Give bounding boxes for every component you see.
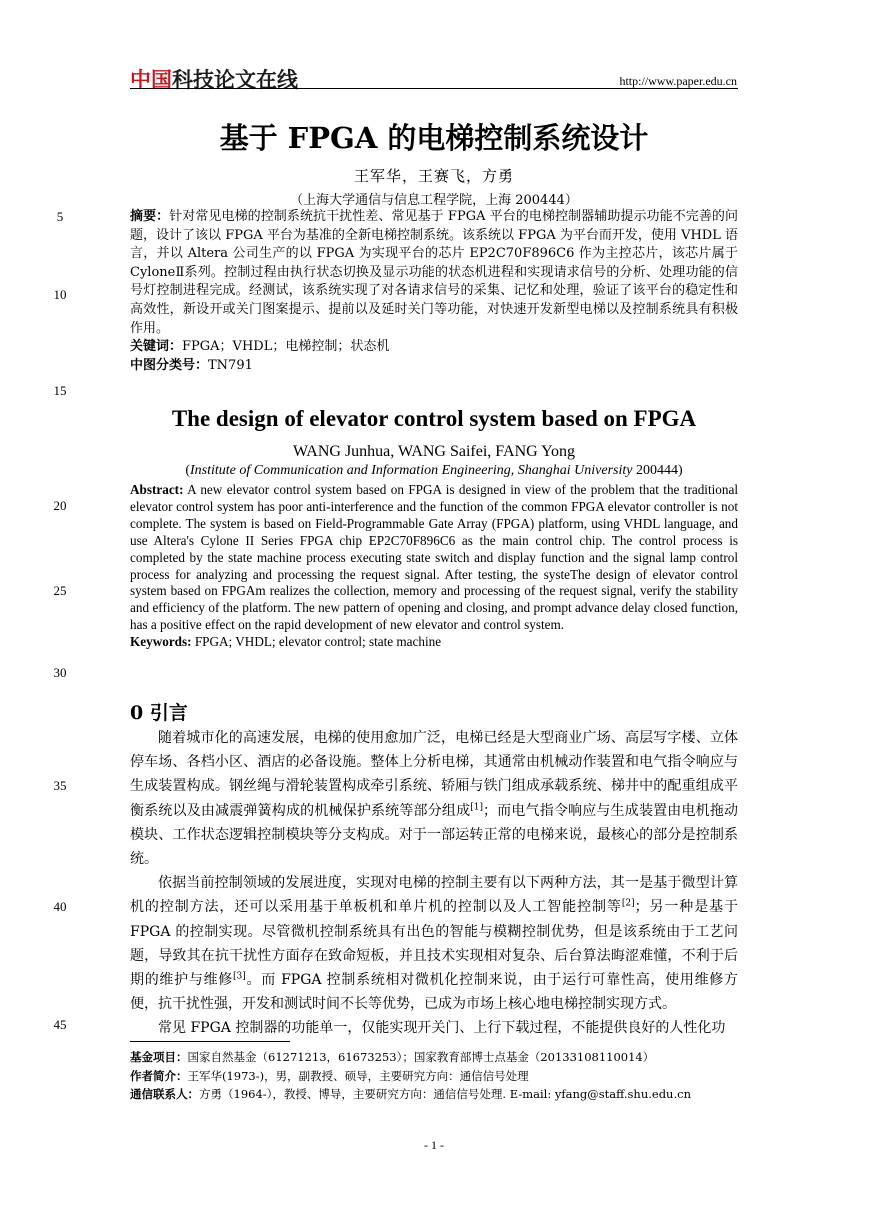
header-rule xyxy=(130,88,738,89)
logo-red-text: 中国 xyxy=(130,68,172,92)
footnote-contact xyxy=(130,1085,750,1104)
line-number: 15 xyxy=(53,383,67,398)
classification-cn xyxy=(130,357,738,376)
paper-title-en: The design of elevator control system based on FPGA xyxy=(171,406,697,431)
p2-text-a: 依据当前控制领域的发展进度，实现对电梯的控制主要有以下两种方法，其一是基于微型计算机的控制方法，还可以采用基于单板机和单片机的控制以及人工智能控制等 xyxy=(130,875,738,916)
footnote-fund xyxy=(130,1048,750,1067)
line-number: 25 xyxy=(53,583,67,598)
abstract-cn-label: 摘要： xyxy=(130,209,170,224)
affiliation-cn: （上海大学通信与信息工程学院，上海 200444） xyxy=(290,193,578,208)
footnotes xyxy=(130,1048,750,1104)
line-number: 35 xyxy=(53,778,67,793)
author-label: 作者简介： xyxy=(130,1068,188,1083)
authors-cn: 王军华，王赛飞，方勇 xyxy=(353,167,514,185)
affil-institute: Institute of Communication and Information Engineering, Shanghai University xyxy=(189,463,633,478)
classification-cn-text: TN791 xyxy=(208,357,253,373)
line-number: 30 xyxy=(53,665,67,680)
abstract-en-block xyxy=(130,482,738,651)
journal-logo xyxy=(130,64,298,94)
page-number: - 1 - xyxy=(424,1138,444,1152)
p1-text-a: 随着城市化的高速发展，电梯的使用愈加广泛，电梯已经是大型商业广场、高层写字楼、立体停车场、各档小区、酒店的必备设施。整体上分析电梯，其通常由机械动作装置和电气指令响应与生成装置构成。钢丝绳与滑轮装置构成牵引系统、轿厢与铁门组成承载系统、梯井中的配重组成平衡系统以及由减震弹簧构成的机械保护系统等部分组成 xyxy=(130,730,738,819)
p1-text-b: ；而电气指令响应与生成装置由电机拖动模块、工作状态逻辑控制模块等分支构成。对于一部运转正常的电梯来说，最核心的部分是控制系统。 xyxy=(130,802,739,868)
line-number: 20 xyxy=(53,498,67,513)
line-number: 10 xyxy=(53,287,67,302)
abstract-cn-block xyxy=(130,208,738,375)
body-text xyxy=(130,726,738,1041)
footnote-author xyxy=(130,1067,750,1086)
keywords-en-label: Keywords: xyxy=(130,634,192,650)
fund-text: 国家自然基金（61271213，61673253）；国家教育部博士点基金（20133108110014） xyxy=(187,1050,655,1064)
contact-label: 通信联系人： xyxy=(130,1087,199,1102)
body-paragraph-3: 常见 FPGA 控制器的功能单一，仅能实现开关门、上行下载过程，不能提供良好的人性化功 xyxy=(158,1020,726,1037)
keywords-cn xyxy=(130,338,738,357)
logo-text: 科技论文在线 xyxy=(172,68,298,92)
classification-cn-label: 中图分类号： xyxy=(130,357,209,373)
contact-text: 方勇（1964-），教授、博导，主要研究方向：通信信号处理. E-mail: yfang@staff.shu.edu.cn xyxy=(199,1087,691,1102)
citation-3[interactable]: [3] xyxy=(233,971,246,982)
abstract-en xyxy=(130,482,738,634)
abstract-cn-text: 针对常见电梯的控制系统抗干扰性差、常见基于 FPGA 平台的电梯控制器辅助提示功能不完善的问题，设计了该以 FPGA 平台为基准的全新电梯控制系统。该系统以 FPGA 为平台而开发，使用 VHDL 语言，并以 Altera 公司生产的以 FPGA 为实现平台的芯片 EP2C70F896C6 作为主控芯片，该芯片属于 CyloneⅡ系列。控制过程由执行状态切换及显示功能的状态机进程和实现请求信号的分析、处理功能的信号灯控制进程完成。经测试，该系统实现了对各请求信号的采集、记忆和处理，验证了该平台的稳定性和高效性，新设开或关门图案提示、提前以及延时关门等功能，对快速开发新型电梯以及控制系统具有积极作用。 xyxy=(130,209,738,336)
keywords-cn-label: 关键词： xyxy=(130,339,183,355)
abstract-en-text: A new elevator control system based on FPGA is designed in view of the problem that the traditional elevator control system has poor anti-interference and the function of the common FPGA elevator controller is not complete. The system is based on Field-Programmable Gate Array (FPGA) platform, using VHDL language, and use Altera's Cylone II Series FPGA chip EP2C70F896C6 as the main control chip. The control process is completed by the state machine process executing state switch and display function and the signal lamp control process for analyzing and processing the request signal. After testing, the systeThe design of elevator control system based on FPGAm realizes the collection, memory and processing of the request signal, verify the stability and efficiency of the platform. The new pattern of opening and closing, and prompt advance delay closed function, has a positive effect on the rapid development of new elevator and control system. xyxy=(130,482,738,633)
fund-label: 基金项目： xyxy=(130,1050,188,1064)
citation-2[interactable]: [2] xyxy=(621,898,635,909)
footnote-rule xyxy=(130,1041,290,1042)
section-heading: 0 引言 xyxy=(130,702,188,724)
keywords-en xyxy=(130,634,738,651)
body-paragraph-1 xyxy=(130,726,738,871)
abstract-en-label: Abstract: xyxy=(130,482,184,497)
paper-title-cn: 基于 FPGA 的电梯控制系统设计 xyxy=(219,121,649,155)
journal-url[interactable]: http://www.paper.edu.cn xyxy=(619,74,737,88)
line-number: 40 xyxy=(53,899,67,914)
line-number: 45 xyxy=(53,1017,67,1032)
authors-en: WANG Junhua, WANG Saifei, FANG Yong xyxy=(292,443,576,460)
p2-text-c: 。而 FPGA 控制系统相对微机化控制来说，由于运行可靠性高，使用维修方便，抗干扰性强，开发和测试时间不长等优势，已成为市场上核心地电梯控制实现方式。 xyxy=(130,972,739,1013)
keywords-cn-text: FPGA；VHDL；电梯控制；状态机 xyxy=(182,339,390,355)
keywords-en-text: FPGA; VHDL; elevator control; state machine xyxy=(191,634,442,650)
citation-1[interactable]: [1] xyxy=(470,801,483,812)
body-paragraph-2 xyxy=(130,871,738,1016)
affil-open: ( xyxy=(185,463,190,478)
line-number: 5 xyxy=(56,209,64,224)
affiliation-en xyxy=(130,463,738,479)
abstract-cn xyxy=(130,208,738,338)
p2-text-b: ；另一种是基于 FPGA 的控制实现。尽管微机控制系统具有出色的智能与模糊控制优势，但是该系统由于工艺问题，导致其在抗干扰性方面存在致命短板，并且技术实现相对复杂、后台算法晦涩难懂，不利于后期的维护与维修 xyxy=(130,899,739,989)
affil-code: 200444) xyxy=(632,463,683,478)
author-text: 王军华(1973-)，男，副教授、硕导，主要研究方向：通信信号处理 xyxy=(187,1068,529,1083)
